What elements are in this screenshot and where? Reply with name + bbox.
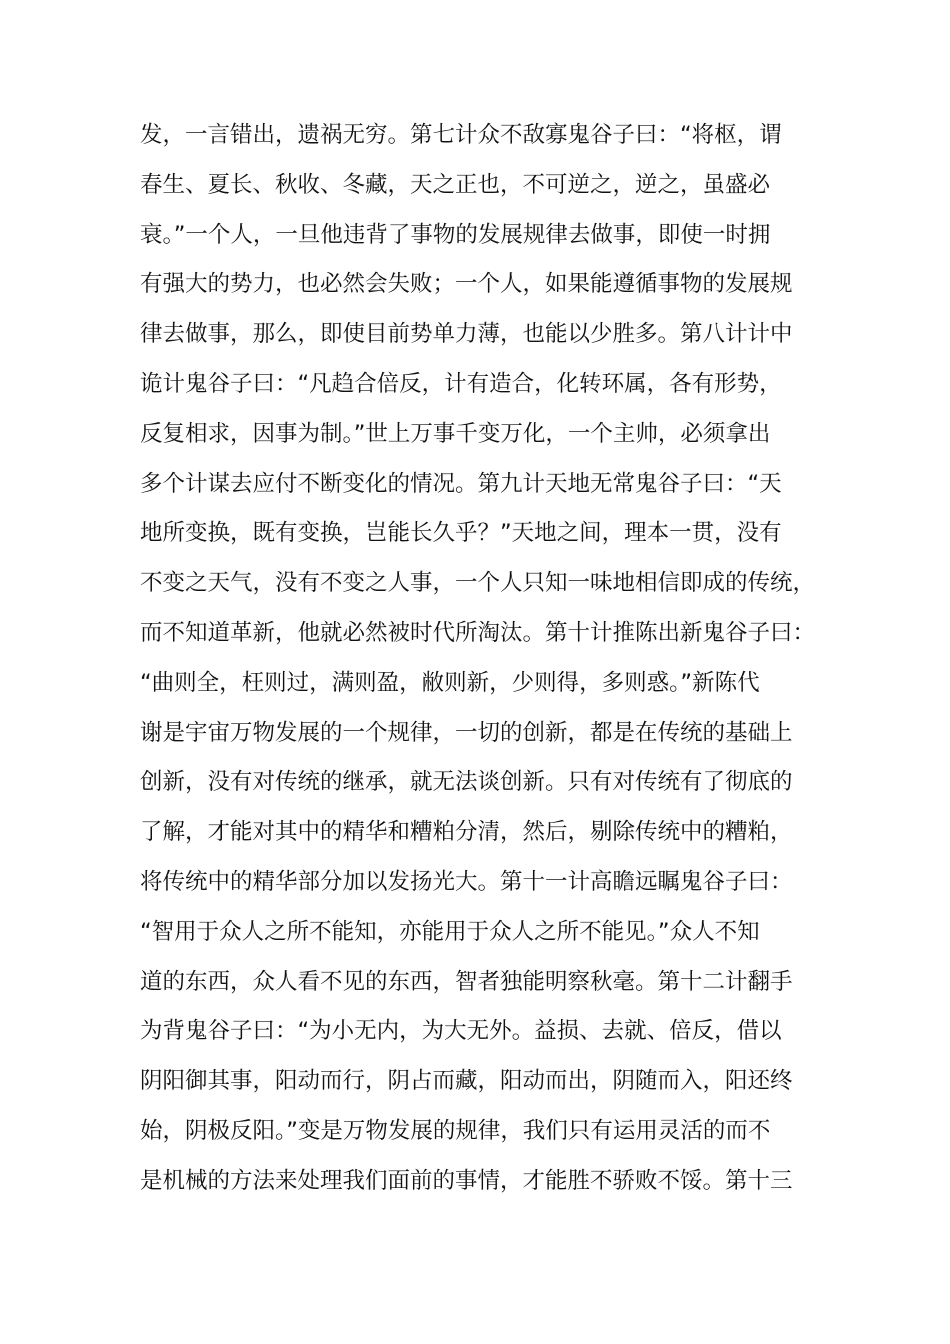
text-line: “曲则全，枉则过，满则盈，敝则新，少则得，多则惑。”新陈代 xyxy=(140,669,760,696)
text-line: 而不知道革新，他就必然被时代所淘汰。第十计推陈出新鬼谷子曰： xyxy=(140,619,816,646)
body-text xyxy=(140,111,820,1207)
text-line: 创新，没有对传统的继承，就无法谈创新。只有对传统有了彻底的 xyxy=(140,769,793,796)
text-line: 律去做事，那么，即使目前势单力薄，也能以少胜多。第八计计中 xyxy=(140,321,793,348)
text-line: 衰。”一个人，一旦他违背了事物的发展规律去做事，即使一时拥 xyxy=(140,221,771,248)
text-line: 谢是宇宙万物发展的一个规律，一切的创新，都是在传统的基础上 xyxy=(140,719,793,746)
text-line: 地所变换，既有变换，岂能长久乎？”天地之间，理本一贯，没有 xyxy=(140,520,782,547)
text-line: 是机械的方法来处理我们面前的事情，才能胜不骄败不馁。第十三 xyxy=(140,1167,793,1194)
text-line: “智用于众人之所不能知，亦能用于众人之所不能见。”众人不知 xyxy=(140,918,760,945)
text-line: 为背鬼谷子曰：“为小无内，为大无外。益损、去就、倍反，借以 xyxy=(140,1018,782,1045)
text-line: 不变之天气，没有不变之人事，一个人只知一味地相信即成的传统， xyxy=(140,570,816,597)
text-line: 反复相求，因事为制。”世上万事千变万化，一个主帅，必须拿出 xyxy=(140,420,771,447)
text-line: 发，一言错出，遗祸无穷。第七计众不敌寡鬼谷子曰：“将枢，谓 xyxy=(140,122,782,148)
text-line: 多个计谋去应付不断变化的情况。第九计天地无常鬼谷子曰：“天 xyxy=(140,470,782,497)
text-line: 诡计鬼谷子曰：“凡趋合倍反，计有造合，化转环属，各有形势， xyxy=(140,370,782,397)
text-line: 了解，才能对其中的精华和糟粕分清，然后，剔除传统中的糟粕， xyxy=(140,819,793,846)
text-line: 有强大的势力，也必然会失败；一个人，如果能遵循事物的发展规 xyxy=(140,271,793,298)
text-line: 道的东西，众人看不见的东西，智者独能明察秋毫。第十二计翻手 xyxy=(140,968,793,995)
text-line: 阴阳御其事，阳动而行，阴占而藏，阳动而出，阴随而入，阳还终 xyxy=(140,1068,793,1095)
text-line: 始，阴极反阳。”变是万物发展的规律，我们只有运用灵活的而不 xyxy=(140,1117,771,1144)
text-line: 春生、夏长、秋收、冬藏，天之正也，不可逆之，逆之，虽盛必 xyxy=(140,171,771,198)
text-line: 将传统中的精华部分加以发扬光大。第十一计高瞻远瞩鬼谷子曰： xyxy=(140,868,793,895)
